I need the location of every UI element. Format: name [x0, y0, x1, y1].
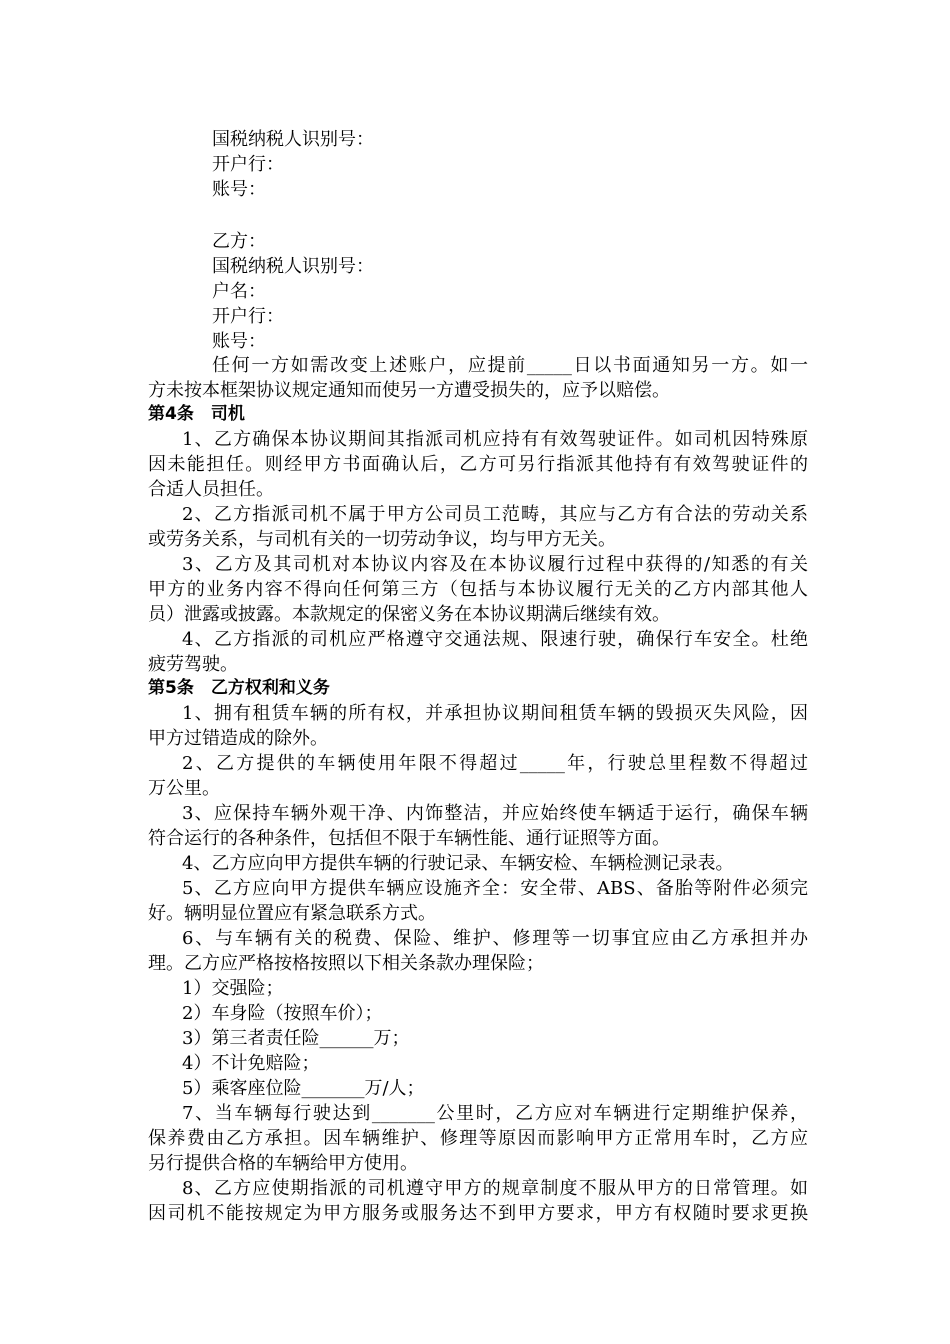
account-name-label-b: 户名： [212, 281, 266, 302]
bank-label-b: 开户行： [212, 306, 284, 327]
paragraph-line: 员）泄露或披露。本款规定的保密义务在本协议期满后继续有效。 [148, 604, 670, 625]
party-b-label: 乙方： [212, 231, 266, 252]
insurance-item: 2）车身险（按照车价）； [182, 1003, 383, 1024]
paragraph-line: 理。乙方应严格按格按照以下相关条款办理保险； [148, 953, 544, 974]
article-5-heading: 第5条 乙方权利和义务 [148, 678, 330, 698]
paragraph-line: 8、乙方应使期指派的司机遵守甲方的规章制度不服从甲方的日常管理。如 [182, 1178, 808, 1199]
paragraph-line: 方未按本框架协议规定通知而使另一方遭受损失的，应予以赔偿。 [148, 380, 670, 401]
paragraph-line: 疲劳驾驶。 [148, 654, 238, 675]
paragraph-line: 或劳务关系，与司机有关的一切劳动争议，均与甲方无关。 [148, 529, 616, 550]
paragraph-line: 4、乙方指派的司机应严格遵守交通法规、限速行驶，确保行车安全。杜绝 [182, 629, 808, 650]
insurance-item: 4）不计免赔险； [182, 1053, 320, 1074]
paragraph-line: 另行提供合格的车辆给甲方使用。 [148, 1153, 418, 1174]
paragraph-line: 甲方的业务内容不得向任何第三方（包括与本协议履行无关的乙方内部其他人 [148, 579, 808, 600]
bank-label-a: 开户行： [212, 154, 284, 175]
paragraph-line: 因司机不能按规定为甲方服务或服务达不到甲方要求，甲方有权随时要求更换 [148, 1203, 808, 1224]
paragraph-line: 7、当车辆每行驶达到_______公里时，乙方应对车辆进行定期维护保养， [182, 1103, 808, 1124]
paragraph-line: 2、乙方指派司机不属于甲方公司员工范畴，其应与乙方有合法的劳动关系 [182, 504, 808, 525]
paragraph-line: 保养费由乙方承担。因车辆维护、修理等原因而影响甲方正常用车时，乙方应 [148, 1128, 808, 1149]
paragraph-line: 符合运行的各种条件，包括但不限于车辆性能、通行证照等方面。 [148, 828, 670, 849]
paragraph-line: 好。辆明显位置应有紧急联系方式。 [148, 903, 436, 924]
paragraph-line: 5、乙方应向甲方提供车辆应设施齐全：安全带、ABS、备胎等附件必须完 [182, 878, 808, 899]
insurance-item: 5）乘客座位险_______万/人； [182, 1078, 425, 1099]
paragraph-line: 1、乙方确保本协议期间其指派司机应持有有效驾驶证件。如司机因特殊原 [182, 429, 808, 450]
paragraph-line: 2、乙方提供的车辆使用年限不得超过_____年，行驶总里程数不得超过 [182, 753, 808, 774]
paragraph-line: 任何一方如需改变上述账户，应提前_____日以书面通知另一方。如一 [212, 355, 808, 376]
paragraph-line: 甲方过错造成的除外。 [148, 728, 328, 749]
paragraph-line: 合适人员担任。 [148, 479, 274, 500]
paragraph-line: 6、与车辆有关的税费、保险、维护、修理等一切事宜应由乙方承担并办 [182, 928, 808, 949]
paragraph-line: 3、乙方及其司机对本协议内容及在本协议履行过程中获得的/知悉的有关 [182, 554, 808, 575]
tax-id-label-a: 国税纳税人识别号： [212, 129, 374, 150]
paragraph-line: 万公里。 [148, 778, 220, 799]
paragraph-line: 3、应保持车辆外观干净、内饰整洁，并应始终使车辆适于运行，确保车辆 [182, 803, 808, 824]
tax-id-label-b: 国税纳税人识别号： [212, 256, 374, 277]
article-4-heading: 第4条 司机 [148, 404, 245, 424]
paragraph-line: 1、拥有租赁车辆的所有权，并承担协议期间租赁车辆的毁损灭失风险，因 [182, 703, 808, 724]
insurance-item: 1）交强险； [182, 978, 284, 999]
account-label-b: 账号： [212, 331, 266, 352]
account-label-a: 账号： [212, 179, 266, 200]
paragraph-line: 因未能担任。则经甲方书面确认后，乙方可另行指派其他持有有效驾驶证件的 [148, 454, 808, 475]
insurance-item: 3）第三者责任险______万； [182, 1028, 410, 1049]
paragraph-line: 4、乙方应向甲方提供车辆的行驶记录、车辆安检、车辆检测记录表。 [182, 853, 734, 874]
